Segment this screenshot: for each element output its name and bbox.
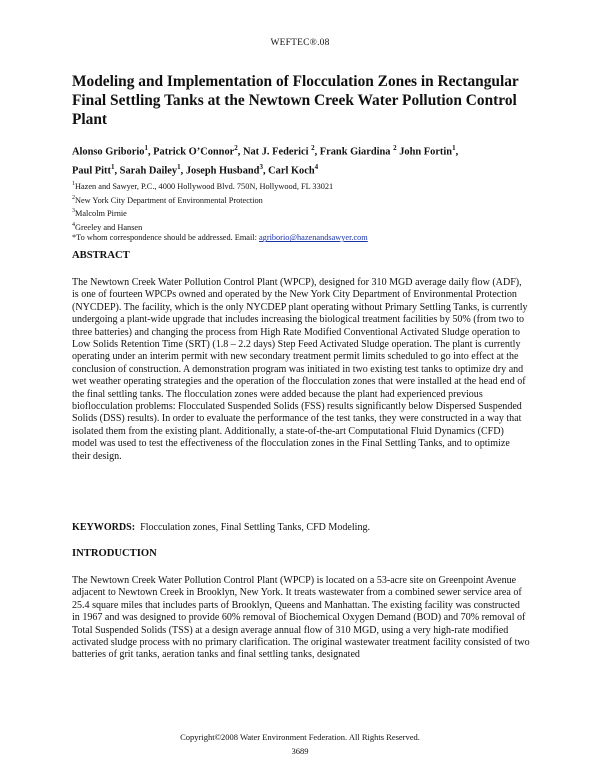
author: Nat J. Federici [242, 146, 309, 158]
author: Patrick O’Connor [153, 146, 235, 158]
author: Joseph Husband [185, 165, 260, 177]
correspondence-note: *To whom correspondence should be addressed. Email: agriborio@hazenandsawyer.com [72, 233, 368, 243]
keywords-line [72, 522, 542, 533]
author: Carl Koch [268, 165, 315, 177]
author: Frank Giardina [319, 146, 391, 158]
abstract-text: The Newtown Creek Water Pollution Control Plant (WPCP), designed for 310 MGD average daily flow (ADF), is one of fourteen WPCPs owned and operated by the New York City Department of Environmental Protection (NYCDEP). The facility, which is the only NYCDEP plant operating without Primary Settling Tanks, is currently undergoing a plant-wide upgrade that includes increasing the biological treatment facilities by 50% (from two to three batteries) and changing the process from High Rate Modified Conventional Activated Sludge operation to Low Solids Retention Time (SRT) (1.8 – 2.2 days) Step Feed Activated Sludge operation. The plant is currently operating under an interim permit with new secondary treatment permit limits scheduled to go into effect at the conclusion of construction. A demonstration program was initiated in two existing test tanks to optimize dry and wet weather operating strategies and the operation of the flocculation zones that were installed at the head end of the final settling tanks. The flocculation zones were added because the plant had experienced previous bioflocculation problems: Flocculated Suspended Solids (FSS) results significantly below Dispersed Suspended Solids (DSS) results). In order to evaluate the performance of the test tanks, they were constructed in a way that isolated them from the existing plant. Additionally, a state-of-the-art Computational Fluid Dynamics (CFD) model was used to test the effectiveness of the flocculation zones in the Final Settling Tanks, and to optimize their design. [72, 277, 528, 462]
affiliation-line: $^2$New York City Department of Environmental Protection [72, 194, 263, 205]
author: Paul Pitt [72, 165, 111, 177]
page-number: 3689 [291, 745, 309, 756]
keywords-label: KEYWORDS: [72, 522, 136, 533]
affiliation-line: $^4$Greeley and Hansen [72, 221, 143, 232]
page-footer [0, 731, 600, 758]
intro-heading: INTRODUCTION [72, 548, 157, 559]
author-list: Alonso Griborio$^1$, Patrick O’Connor$^2$, Nat J. Federici $^2$, Frank Giardina $^2$ John Fortin$^1$, Paul Pitt$^1$, Sarah Dailey$^1$, Joseph Husband$^3$, Carl Koch$^4$ [72, 144, 459, 177]
author: Alonso Griborio [72, 146, 145, 158]
affiliations [72, 179, 542, 244]
abstract-heading: ABSTRACT [72, 250, 130, 261]
running-header: WEFTEC®.08 [270, 38, 330, 48]
author: Sarah Dailey [119, 165, 178, 177]
keywords-text: Flocculation zones, Final Settling Tanks, CFD Modeling. [140, 522, 371, 533]
affiliation-line: $^3$Malcolm Pirnie [72, 208, 127, 218]
author: John Fortin [399, 146, 453, 158]
paper-title: Modeling and Implementation of Flocculation Zones in Rectangular Final Settling Tanks at the Newtown Creek Water Pollution Control Plant [72, 73, 519, 128]
affiliation-line: $^1$Hazen and Sawyer, P.C., 4000 Hollywood Blvd. 750N, Hollywood, FL 33021 [72, 181, 334, 191]
email-link[interactable]: agriborio@hazenandsawyer.com [258, 233, 368, 243]
copyright-line: Copyright©2008 Water Environment Federation. All Rights Reserved. [180, 732, 420, 742]
intro-text: The Newtown Creek Water Pollution Control Plant (WPCP) is located on a 53-acre site on Greenpoint Avenue adjacent to Newtown Creek in Brooklyn, New York. It treats wastewater from a combined sewer service area of 25.4 square miles that includes parts of Brooklyn, Queens and Manhattan. The existing facility was constructed in 1967 and was designed to provide 60% removal of Biochemical Oxygen Demand (BOD) and 70% removal of Total Suspended Solids (TSS) at a design average annual flow of 310 MGD, using a very high-rate modified activated sludge process with no primary clarification. The original wastewater treatment facility consisted of two batteries of grit tanks, aeration tanks and final settling tanks, designated [72, 575, 530, 661]
